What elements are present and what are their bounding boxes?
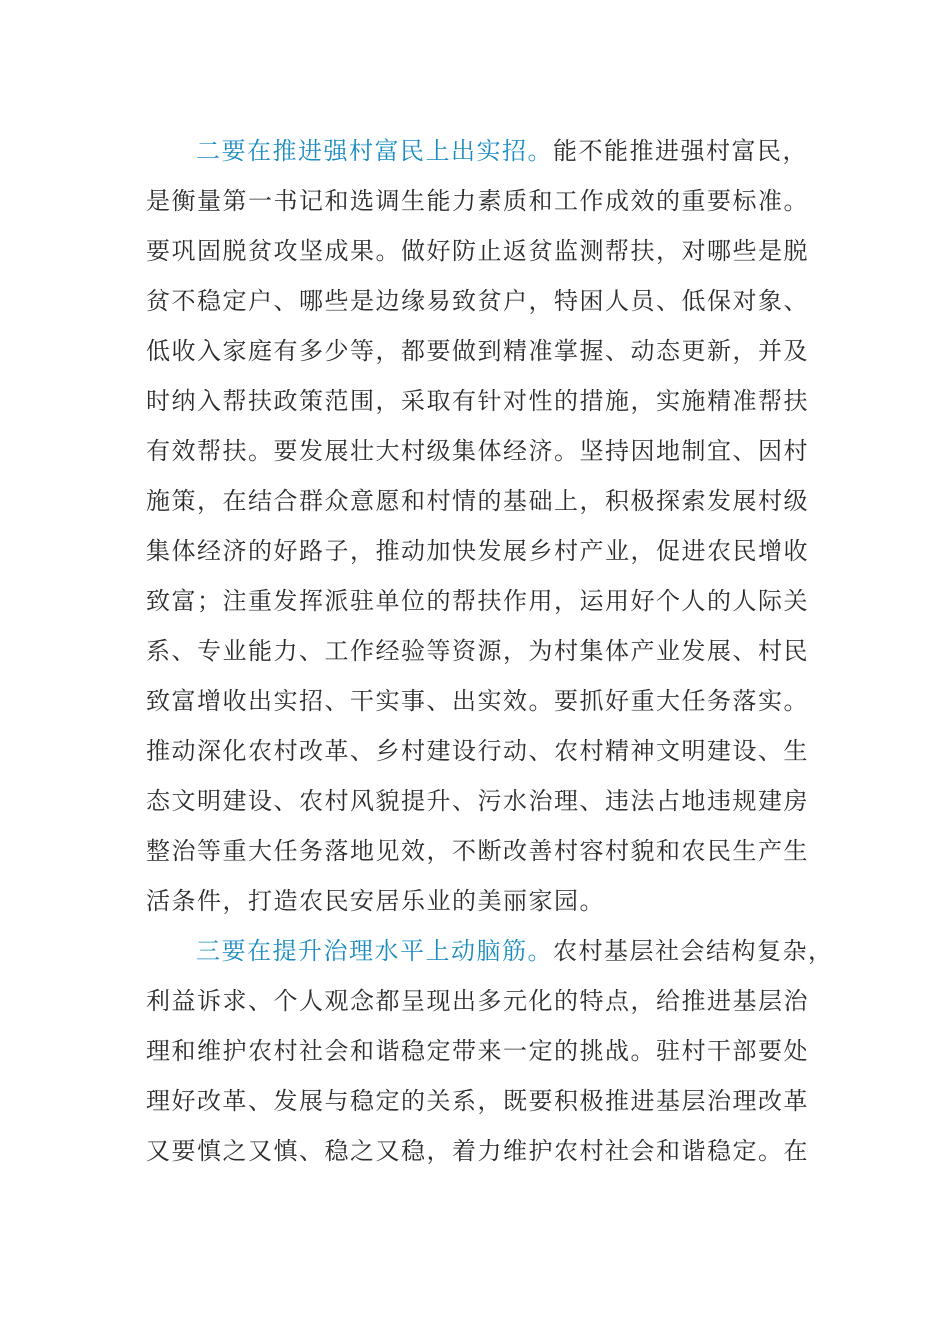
paragraph-1-line-16: 活条件，打造农民安居乐业的美丽家园。 [146,887,605,915]
paragraph-2-line-5: 又要慎之又慎、稳之又稳，着力维护农村社会和谐稳定。在 [146,1137,809,1165]
paragraph-2-line-1 [146,926,834,976]
paragraph-1-line-10: 致富；注重发挥派驻单位的帮扶作用，运用好个人的人际关 [146,587,809,615]
paragraph-2-heading: 三要在提升治理水平上动脑筋。 [196,937,553,965]
paragraph-1-line-13: 推动深化农村改革、乡村建设行动、农村精神文明建设、生 [146,737,809,765]
paragraph-2-line-2: 利益诉求、个人观念都呈现出多元化的特点，给推进基层治 [146,987,809,1015]
paragraph-1-line-4: 贫不稳定户、哪些是边缘易致贫户，特困人员、低保对象、 [146,287,809,315]
paragraph-2-line-3: 理和维护农村社会和谐稳定带来一定的挑战。驻村干部要处 [146,1037,809,1065]
paragraph-1-line-1 [146,126,806,176]
paragraph-1-line-12: 致富增收出实招、干实事、出实效。要抓好重大任务落实。 [146,687,809,715]
paragraph-1-line-14: 态文明建设、农村风貌提升、污水治理、违法占地违规建房 [146,787,809,815]
paragraph-1-line-9: 集体经济的好路子，推动加快发展乡村产业，促进农民增收 [146,537,809,565]
paragraph-1-line-11: 系、专业能力、工作经验等资源，为村集体产业发展、村民 [146,637,809,665]
paragraph-1-text: 能不能推进强村富民， [553,137,808,165]
paragraph-1-line-3: 要巩固脱贫攻坚成果。做好防止返贫监测帮扶，对哪些是脱 [146,237,809,265]
paragraph-1-line-7: 有效帮扶。要发展壮大村级集体经济。坚持因地制宜、因村 [146,437,809,465]
paragraph-2-line-4: 理好改革、发展与稳定的关系，既要积极推进基层治理改革 [146,1087,809,1115]
paragraph-1-line-5: 低收入家庭有多少等，都要做到精准掌握、动态更新，并及 [146,337,809,365]
paragraph-1-line-6: 时纳入帮扶政策范围，采取有针对性的措施，实施精准帮扶 [146,387,809,415]
paragraph-1-line-2: 是衡量第一书记和选调生能力素质和工作成效的重要标准。 [146,187,809,215]
paragraph-1-line-8: 施策，在结合群众意愿和村情的基础上，积极探索发展村级 [146,487,809,515]
paragraph-2-text: 农村基层社会结构复杂， [553,937,834,965]
document-body [146,126,834,1176]
paragraph-1-line-15: 整治等重大任务落地见效，不断改善村容村貌和农民生产生 [146,837,809,865]
paragraph-1-heading: 二要在推进强村富民上出实招。 [196,137,553,165]
